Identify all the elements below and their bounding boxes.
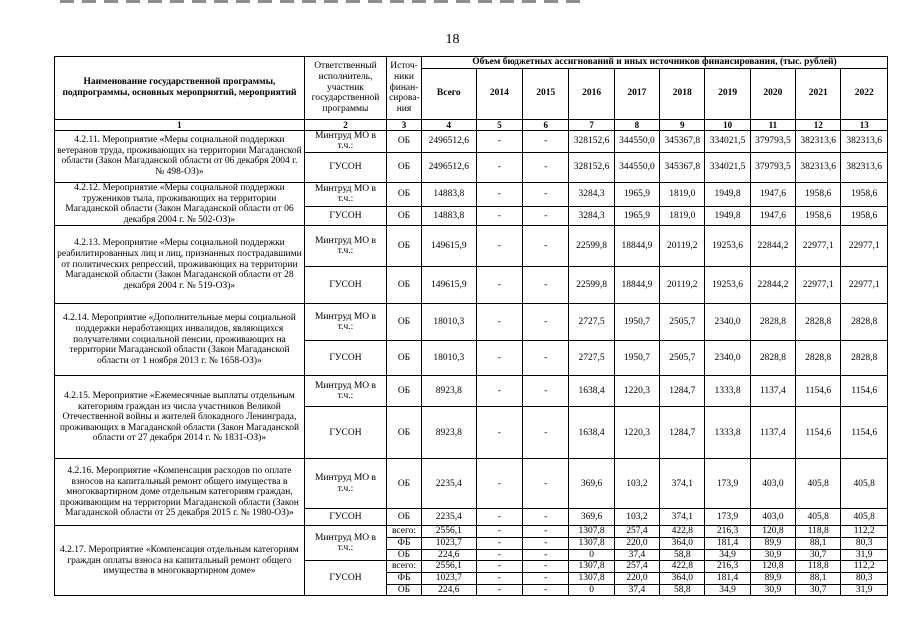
budget-value: 374,1 (660, 459, 705, 509)
budget-value: 34,9 (705, 549, 750, 561)
responsible-executor: Минтруд МО в т.ч.: (304, 130, 386, 152)
budget-value: 220,0 (614, 538, 659, 550)
budget-value: - (476, 549, 522, 561)
budget-value: 1307,8 (569, 561, 614, 573)
column-number: 10 (705, 119, 750, 130)
budget-value: 14883,8 (421, 182, 476, 206)
budget-value: 1819,0 (660, 182, 705, 206)
budget-value: 1154,6 (796, 407, 841, 459)
budget-value: 18010,3 (421, 341, 476, 376)
budget-value: - (523, 526, 569, 538)
budget-value: 22599,8 (569, 226, 614, 267)
budget-value: 2340,0 (705, 304, 750, 341)
budget-value: 20119,2 (660, 226, 705, 267)
funding-source: ОБ (387, 459, 422, 509)
budget-value: - (523, 572, 569, 584)
budget-value: - (476, 572, 522, 584)
budget-value: 58,8 (660, 584, 705, 596)
budget-value: 2496512,6 (421, 152, 476, 182)
budget-value: 2828,8 (796, 341, 841, 376)
header-responsible: Ответственный исполнитель, участник государственной программы (304, 57, 386, 120)
budget-value: 224,6 (421, 549, 476, 561)
responsible-executor: ГУСОН (304, 341, 386, 376)
budget-value: 2496512,6 (421, 130, 476, 152)
column-number: 4 (421, 119, 476, 130)
column-number: 3 (387, 119, 422, 130)
funding-source: всего: (387, 561, 422, 573)
column-number: 7 (569, 119, 614, 130)
header-year: 2016 (569, 68, 614, 119)
table-row (55, 526, 888, 538)
budget-value: - (476, 130, 522, 152)
column-number: 1 (55, 119, 305, 130)
budget-value: 89,9 (750, 538, 795, 550)
budget-value: - (476, 526, 522, 538)
budget-value: 1307,8 (569, 572, 614, 584)
budget-value: 22977,1 (841, 226, 888, 267)
budget-value: 2505,7 (660, 304, 705, 341)
budget-value: 30,9 (750, 584, 795, 596)
budget-value: 1947,6 (750, 206, 795, 225)
budget-value: 364,0 (660, 538, 705, 550)
budget-value: 1220,3 (614, 407, 659, 459)
funding-source: ОБ (387, 182, 422, 206)
budget-value: 334021,5 (705, 130, 750, 152)
budget-value: 31,9 (841, 549, 888, 561)
budget-value: 3284,3 (569, 182, 614, 206)
budget-value: 2235,4 (421, 459, 476, 509)
budget-value: - (476, 509, 522, 526)
column-number: 13 (841, 119, 888, 130)
budget-value: 216,3 (705, 526, 750, 538)
budget-value: 1284,7 (660, 376, 705, 407)
column-number: 12 (796, 119, 841, 130)
budget-value: 369,6 (569, 509, 614, 526)
responsible-executor: Минтруд МО в т.ч.: (304, 226, 386, 267)
header-year: 2018 (660, 68, 705, 119)
budget-value: 1958,6 (841, 206, 888, 225)
funding-source: ОБ (387, 226, 422, 267)
header-year: 2019 (705, 68, 750, 119)
responsible-executor: Минтруд МО в т.ч.: (304, 182, 386, 206)
budget-value: 30,7 (796, 549, 841, 561)
funding-source: ОБ (387, 206, 422, 225)
funding-source: ОБ (387, 549, 422, 561)
funding-source: ОБ (387, 407, 422, 459)
budget-value: 37,4 (614, 549, 659, 561)
measure-name: 4.2.11. Мероприятие «Меры социальной поддержки ветеранов труда, проживающих на территории Магаданской области (Закон Магаданской области от 06 декабря 2004 г. № 498-ОЗ)» (55, 130, 305, 182)
budget-value: 1154,6 (841, 376, 888, 407)
measure-name: 4.2.16. Мероприятие «Компенсация расходов по оплате взносов на капитальный ремонт общего имущества в многоквартирном доме отдельным категориям граждан, проживающим на территории Магаданской области (Закон Магаданской области от 25 декабря 2015 г. № 1980-ОЗ)» (55, 459, 305, 526)
responsible-executor: ГУСОН (304, 509, 386, 526)
budget-value: 2828,8 (750, 304, 795, 341)
budget-value: 18010,3 (421, 304, 476, 341)
budget-value: - (523, 376, 569, 407)
budget-value: - (476, 341, 522, 376)
budget-value: 118,8 (796, 526, 841, 538)
budget-value: 345367,8 (660, 130, 705, 152)
budget-value: 345367,8 (660, 152, 705, 182)
budget-value: 103,2 (614, 459, 659, 509)
budget-value: 257,4 (614, 561, 659, 573)
budget-value: 1307,8 (569, 526, 614, 538)
budget-value: 18844,9 (614, 226, 659, 267)
budget-value: 149615,9 (421, 226, 476, 267)
measure-name: 4.2.15. Мероприятие «Ежемесячные выплаты отдельным категориям граждан из числа участников Великой Отечественной войны и жителей блокадного Ленинграда, проживающих в Магаданской области (Закон Магаданской области от 27 декабря 2014 г. № 1831-ОЗ)» (55, 376, 305, 459)
budget-value: 1958,6 (796, 182, 841, 206)
budget-value: 382313,6 (796, 130, 841, 152)
header-volume: Объем бюджетных ассигнований и иных источников финансирования, (тыс. рублей) (421, 57, 887, 69)
table-row (55, 182, 888, 206)
budget-value: 112,2 (841, 526, 888, 538)
budget-value: 422,8 (660, 561, 705, 573)
budget-value: 2340,0 (705, 341, 750, 376)
budget-value: 173,9 (705, 459, 750, 509)
budget-value: 344550,0 (614, 152, 659, 182)
funding-source: всего: (387, 526, 422, 538)
budget-value: - (523, 304, 569, 341)
header-year: 2014 (476, 68, 522, 119)
header-name: Наименование государственной программы, подпрограммы, основных мероприятий, мероприятий (55, 57, 305, 120)
budget-value: 405,8 (841, 459, 888, 509)
budget-value: 1154,6 (796, 376, 841, 407)
column-number: 8 (614, 119, 659, 130)
funding-source: ОБ (387, 304, 422, 341)
measure-name: 4.2.14. Мероприятие «Дополнительные меры социальной поддержки неработающих инвалидов, являющихся получателями социальной пенсии, проживающих на территории Магаданской области (Закон Магаданской области от 1 ноября 2013 г. № 1658-ОЗ)» (55, 304, 305, 376)
budget-value: 2556,1 (421, 561, 476, 573)
header-year: 2022 (841, 68, 888, 119)
budget-value: 405,8 (796, 459, 841, 509)
scan-artifact (60, 0, 580, 3)
budget-value: - (476, 584, 522, 596)
budget-value: 30,7 (796, 584, 841, 596)
budget-value: 22977,1 (796, 267, 841, 304)
funding-source: ОБ (387, 130, 422, 152)
budget-value: 22977,1 (796, 226, 841, 267)
budget-value: 18844,9 (614, 267, 659, 304)
budget-value: 14883,8 (421, 206, 476, 225)
budget-value: - (476, 538, 522, 550)
budget-value: 1333,8 (705, 407, 750, 459)
budget-value: 1949,8 (705, 182, 750, 206)
header-year: 2015 (523, 68, 569, 119)
budget-value: 382313,6 (841, 130, 888, 152)
budget-value: 1333,8 (705, 376, 750, 407)
budget-value: 1950,7 (614, 304, 659, 341)
budget-value: 1965,9 (614, 182, 659, 206)
budget-value: 103,2 (614, 509, 659, 526)
column-number: 5 (476, 119, 522, 130)
column-number: 9 (660, 119, 705, 130)
budget-value: 22844,2 (750, 267, 795, 304)
budget-value: 181,4 (705, 572, 750, 584)
budget-value: 2828,8 (750, 341, 795, 376)
budget-value: - (476, 459, 522, 509)
budget-value: 34,9 (705, 584, 750, 596)
budget-value: 220,0 (614, 572, 659, 584)
header-source: Источ-ники финан-сирова-ния (387, 57, 422, 120)
responsible-executor: Минтруд МО в т.ч.: (304, 526, 386, 561)
budget-value: 405,8 (841, 509, 888, 526)
budget-value: - (476, 561, 522, 573)
budget-value: - (476, 304, 522, 341)
budget-value: 181,4 (705, 538, 750, 550)
budget-value: 382313,6 (796, 152, 841, 182)
budget-value: 30,9 (750, 549, 795, 561)
budget-value: 344550,0 (614, 130, 659, 152)
budget-value: 422,8 (660, 526, 705, 538)
budget-value: 379793,5 (750, 130, 795, 152)
header-year: 2017 (614, 68, 659, 119)
funding-source: ФБ (387, 538, 422, 550)
budget-value: 8923,8 (421, 407, 476, 459)
page-number: 18 (445, 32, 460, 47)
budget-value: 20119,2 (660, 267, 705, 304)
header-year: 2020 (750, 68, 795, 119)
budget-value: 58,8 (660, 549, 705, 561)
budget-value: 1137,4 (750, 407, 795, 459)
budget-value: 1947,6 (750, 182, 795, 206)
budget-value: - (523, 130, 569, 152)
budget-value: - (476, 152, 522, 182)
budget-value: 364,0 (660, 572, 705, 584)
budget-value: 2828,8 (841, 304, 888, 341)
responsible-executor: Минтруд МО в т.ч.: (304, 459, 386, 509)
budget-value: - (523, 206, 569, 225)
funding-source: ФБ (387, 572, 422, 584)
budget-value: - (476, 226, 522, 267)
table-row (55, 226, 888, 267)
budget-value: 37,4 (614, 584, 659, 596)
budget-value: 403,0 (750, 509, 795, 526)
responsible-executor: ГУСОН (304, 152, 386, 182)
budget-value: 1137,4 (750, 376, 795, 407)
budget-value: 22599,8 (569, 267, 614, 304)
budget-value: 1949,8 (705, 206, 750, 225)
budget-value: 22844,2 (750, 226, 795, 267)
funding-source: ОБ (387, 267, 422, 304)
budget-value: 2828,8 (796, 304, 841, 341)
budget-value: 173,9 (705, 509, 750, 526)
budget-value: 374,1 (660, 509, 705, 526)
budget-value: - (476, 206, 522, 225)
budget-value: 8923,8 (421, 376, 476, 407)
budget-value: 1023,7 (421, 572, 476, 584)
budget-value: 112,2 (841, 561, 888, 573)
budget-value: 2727,5 (569, 341, 614, 376)
budget-value: 334021,5 (705, 152, 750, 182)
budget-value: 405,8 (796, 509, 841, 526)
budget-value: 1965,9 (614, 206, 659, 225)
responsible-executor: Минтруд МО в т.ч.: (304, 376, 386, 407)
budget-value: 120,8 (750, 561, 795, 573)
budget-value: 403,0 (750, 459, 795, 509)
budget-value: 1284,7 (660, 407, 705, 459)
budget-value: 1023,7 (421, 538, 476, 550)
budget-value: 89,9 (750, 572, 795, 584)
column-number: 6 (523, 119, 569, 130)
budget-value: - (476, 376, 522, 407)
budget-value: - (523, 459, 569, 509)
budget-value: 120,8 (750, 526, 795, 538)
budget-value: 22977,1 (841, 267, 888, 304)
funding-source: ОБ (387, 509, 422, 526)
measure-name: 4.2.13. Мероприятие «Меры социальной поддержки реабилитированных лиц и лиц, признанных пострадавшими от политических репрессий, проживающих на территории Магаданской области (Закон Магаданской области от 28 декабря 2004 г. № 519-ОЗ)» (55, 226, 305, 304)
budget-value: 382313,6 (841, 152, 888, 182)
responsible-executor: ГУСОН (304, 206, 386, 225)
budget-value: - (523, 584, 569, 596)
budget-value: 2235,4 (421, 509, 476, 526)
budget-value: 1958,6 (841, 182, 888, 206)
funding-source: ОБ (387, 152, 422, 182)
budget-value: 328152,6 (569, 130, 614, 152)
budget-value: 1958,6 (796, 206, 841, 225)
budget-value: - (476, 182, 522, 206)
budget-value: 1220,3 (614, 376, 659, 407)
budget-value: - (476, 267, 522, 304)
budget-value: 2556,1 (421, 526, 476, 538)
budget-value: 2727,5 (569, 304, 614, 341)
budget-value: 0 (569, 549, 614, 561)
budget-value: 0 (569, 584, 614, 596)
budget-value: 369,6 (569, 459, 614, 509)
budget-value: 2505,7 (660, 341, 705, 376)
budget-value: 257,4 (614, 526, 659, 538)
budget-value: - (523, 509, 569, 526)
measure-name: 4.2.17. Мероприятие «Компенсация отдельным категориям граждан оплаты взноса на капитальный ремонт общего имущества в многоквартирном доме» (55, 526, 305, 596)
budget-value: 80,3 (841, 538, 888, 550)
budget-value: 19253,6 (705, 226, 750, 267)
budget-value: 328152,6 (569, 152, 614, 182)
table-row (55, 459, 888, 509)
budget-value: 31,9 (841, 584, 888, 596)
column-number: 2 (304, 119, 386, 130)
budget-value: - (476, 407, 522, 459)
budget-value: - (523, 226, 569, 267)
budget-value: 224,6 (421, 584, 476, 596)
budget-value: 19253,6 (705, 267, 750, 304)
budget-value: 88,1 (796, 572, 841, 584)
table-row (55, 130, 888, 152)
budget-value: 149615,9 (421, 267, 476, 304)
budget-value: 1638,4 (569, 376, 614, 407)
budget-table (54, 56, 888, 596)
responsible-executor: Минтруд МО в т.ч.: (304, 304, 386, 341)
header-year: Всего (421, 68, 476, 119)
budget-value: - (523, 152, 569, 182)
responsible-executor: ГУСОН (304, 407, 386, 459)
budget-value: 2828,8 (841, 341, 888, 376)
budget-value: - (523, 538, 569, 550)
budget-value: 118,8 (796, 561, 841, 573)
budget-value: 88,1 (796, 538, 841, 550)
budget-value: 80,3 (841, 572, 888, 584)
budget-value: 1819,0 (660, 206, 705, 225)
header-year: 2021 (796, 68, 841, 119)
budget-value: 1950,7 (614, 341, 659, 376)
budget-value: - (523, 267, 569, 304)
funding-source: ОБ (387, 584, 422, 596)
budget-value: 379793,5 (750, 152, 795, 182)
budget-value: 216,3 (705, 561, 750, 573)
budget-value: 1638,4 (569, 407, 614, 459)
budget-value: - (523, 341, 569, 376)
budget-value: - (523, 561, 569, 573)
budget-value: 1307,8 (569, 538, 614, 550)
budget-value: 1154,6 (841, 407, 888, 459)
funding-source: ОБ (387, 376, 422, 407)
table-row (55, 376, 888, 407)
budget-value: - (523, 182, 569, 206)
table-row (55, 304, 888, 341)
budget-value: - (523, 407, 569, 459)
responsible-executor: ГУСОН (304, 267, 386, 304)
measure-name: 4.2.12. Мероприятие «Меры социальной поддержки тружеников тыла, проживающих на территории Магаданской области (Закон Магаданской области от 06 декабря 2004 г. № 502-ОЗ)» (55, 182, 305, 226)
budget-value: - (523, 549, 569, 561)
column-number: 11 (750, 119, 795, 130)
funding-source: ОБ (387, 341, 422, 376)
responsible-executor: ГУСОН (304, 561, 386, 596)
budget-value: 3284,3 (569, 206, 614, 225)
